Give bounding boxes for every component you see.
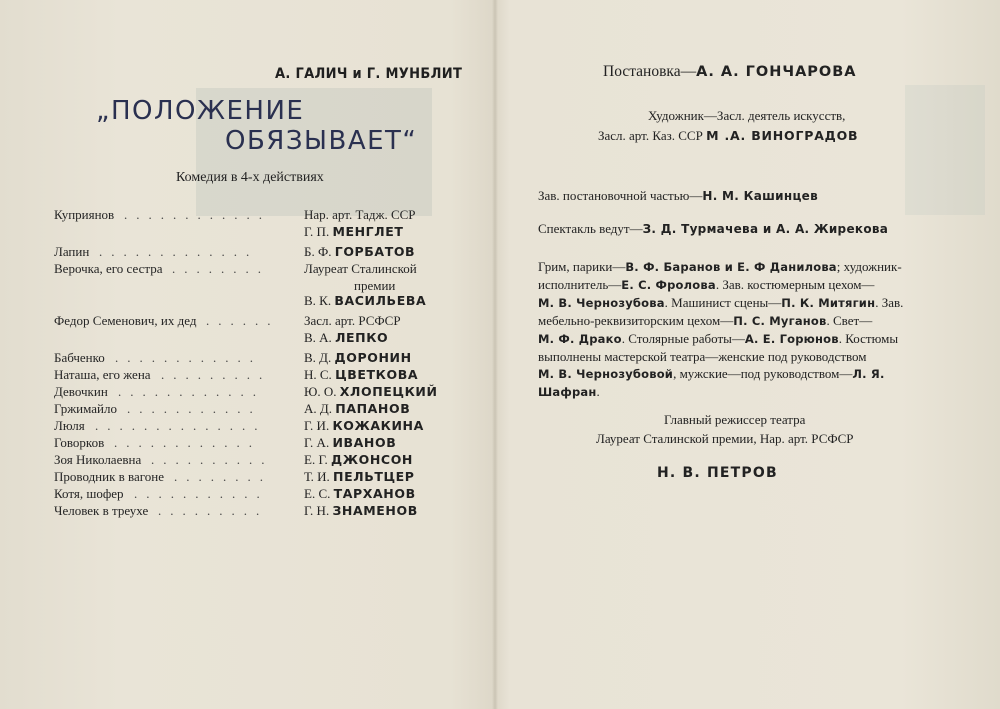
cast-row-cont	[54, 278, 474, 293]
cast-row-actor	[54, 330, 474, 350]
cast-row	[54, 452, 474, 469]
actor-initials: В. К.	[304, 293, 332, 308]
cast-row	[54, 261, 474, 278]
role-name: Куприянов	[54, 207, 115, 222]
crew-name: М. Ф. Драко	[538, 332, 622, 346]
actor	[304, 452, 413, 468]
crew-role-text: , мужские—под руководством—	[673, 366, 853, 381]
credits-line	[538, 258, 958, 276]
crew-name: П. С. Муганов	[733, 314, 827, 328]
cast-row	[54, 384, 474, 401]
role-name: Гржимайло	[54, 401, 117, 416]
cast-row	[54, 469, 474, 486]
cast-row	[54, 244, 474, 261]
actor-initials: В. А.	[304, 330, 332, 345]
actor	[304, 224, 404, 240]
crew-role-text: . Костюмы	[838, 331, 899, 346]
actor-surname: ВАСИЛЬЕВА	[334, 293, 427, 308]
actor-initials: Г. И.	[304, 418, 330, 433]
leader-dots: ............	[124, 207, 271, 222]
role-name: Наташа, его жена	[54, 367, 151, 382]
actor	[304, 244, 415, 260]
actor-title: Нар. арт. Тадж. ССР	[304, 207, 416, 222]
actor-initials: Ю. О.	[304, 384, 337, 399]
actor-surname: МЕНГЛЕТ	[332, 224, 404, 239]
leader-dots: ...........	[127, 401, 262, 416]
role-name: Лапин	[54, 244, 90, 259]
actor-initials: В. Д.	[304, 350, 332, 365]
actor-surname: ГОРБАТОВ	[334, 244, 416, 259]
actor-initials: А. Д.	[304, 401, 333, 416]
artist-name: М .А. ВИНОГРАДОВ	[706, 128, 859, 143]
artist-line2	[598, 128, 858, 144]
actor	[304, 486, 416, 502]
leader-dots: ..............	[95, 418, 267, 433]
production-manager-name: Н. М. Кашинцев	[702, 189, 818, 203]
actor-surname: ДЖОНСОН	[331, 452, 413, 467]
actor-title-cont: премии	[354, 278, 396, 293]
credits-line	[538, 312, 958, 330]
credits-line	[538, 365, 958, 383]
credits-line	[538, 294, 958, 312]
cast-row	[54, 367, 474, 384]
crew-name: А. Е. Горюнов	[744, 332, 839, 346]
crew-credits	[538, 258, 958, 401]
role-name: Верочка, его сестра	[54, 261, 163, 276]
artist-line1: Художник—Засл. деятель искусств,	[648, 108, 846, 123]
play-title-line1: „ПОЛОЖЕНИЕ	[96, 96, 305, 126]
actor	[304, 293, 426, 309]
crew-name: Шафран	[538, 385, 597, 399]
chief-director-name: Н. В. ПЕТРОВ	[657, 465, 778, 481]
chief-director-honors: Лауреат Сталинской премии, Нар. арт. РСФСР	[596, 431, 854, 446]
crew-role-text: .	[596, 384, 600, 399]
crew-name: М. В. Чернозубова	[538, 296, 665, 310]
actor	[304, 418, 424, 434]
crew-role-text: мебельно-реквизиторским цехом—	[538, 313, 734, 328]
actor	[304, 384, 438, 400]
cast-row	[54, 435, 474, 452]
cast-row	[54, 401, 474, 418]
role-name: Федор Семенович, их дед	[54, 313, 197, 328]
crew-role-text: . Машинист сцены—	[664, 295, 782, 310]
cast-row	[54, 503, 474, 520]
actor-initials: Е. С.	[304, 486, 331, 501]
crew-role-text: Грим, парики—	[538, 259, 626, 274]
genre-subtitle: Комедия в 4-х действиях	[176, 170, 324, 185]
role-name: Говорков	[54, 435, 105, 450]
leader-dots: ............	[114, 435, 261, 450]
actor-surname: ДОРОНИН	[334, 350, 412, 365]
stage-managers-label: Спектакль ведут—	[538, 221, 643, 236]
actor-initials: Т. И.	[304, 469, 330, 484]
center-fold	[492, 0, 498, 709]
actor-title: Лауреат Сталинской	[304, 261, 417, 276]
actor-surname: КОЖАКИНА	[332, 418, 424, 433]
cast-row-actor	[54, 293, 474, 313]
stage-managers-names: З. Д. Турмачева и А. А. Жирекова	[642, 222, 889, 236]
cast-row	[54, 350, 474, 367]
actor-surname: ЗНАМЕНОВ	[332, 503, 418, 518]
role-name: Зоя Николаевна	[54, 452, 142, 467]
leader-dots: ........	[174, 469, 272, 484]
role-name: Девочкин	[54, 384, 108, 399]
actor-surname: ХЛОПЕЦКИЙ	[339, 384, 438, 399]
crew-name: В. Ф. Баранов и Е. Ф Данилова	[625, 260, 837, 274]
ink-bleed-stain-right	[905, 85, 985, 215]
cast-row	[54, 313, 474, 330]
leader-dots: ............	[118, 384, 265, 399]
actor-surname: ИВАНОВ	[332, 435, 397, 450]
production-manager	[538, 188, 818, 204]
staging-label: Постановка—	[603, 63, 697, 80]
leader-dots: ............	[115, 350, 262, 365]
role-name: Котя, шофер	[54, 486, 124, 501]
crew-role-text: . Зав. костюмерным цехом—	[715, 277, 875, 292]
authors: А. ГАЛИЧ и Г. МУНБЛИТ	[275, 66, 463, 82]
role-name: Проводник в вагоне	[54, 469, 165, 484]
crew-name: Е. С. Фролова	[621, 278, 716, 292]
actor	[304, 367, 418, 383]
credits-line	[538, 330, 958, 348]
actor-surname: ТАРХАНОВ	[333, 486, 416, 501]
leader-dots: ..........	[151, 452, 274, 467]
leader-dots: ...........	[134, 486, 269, 501]
leader-dots: .............	[99, 244, 259, 259]
artist-title: Засл. арт. Каз. ССР	[598, 128, 707, 143]
crew-name: П. К. Митягин	[781, 296, 876, 310]
actor-initials: Н. С.	[304, 367, 332, 382]
actor	[304, 350, 412, 366]
crew-role-text: . Свет—	[826, 313, 873, 328]
actor-initials: Е. Г.	[304, 452, 328, 467]
staging-credit	[603, 63, 857, 81]
play-title-line2: ОБЯЗЫВАЕТ“	[225, 126, 418, 156]
leader-dots: .........	[161, 367, 272, 382]
crew-role-text: ; художник-	[836, 259, 902, 274]
actor	[304, 469, 415, 485]
crew-role-text: исполнитель—	[538, 277, 622, 292]
crew-role-text: . Столярные работы—	[621, 331, 745, 346]
credits-line	[538, 383, 958, 401]
role-name: Бабченко	[54, 350, 105, 365]
actor-title: Засл. арт. РСФСР	[304, 313, 401, 328]
leader-dots: ......	[206, 313, 280, 328]
crew-role-text: выполнены мастерской театра—женские под руководством	[538, 349, 867, 364]
actor-surname: ПАПАНОВ	[335, 401, 411, 416]
chief-director-title: Главный режиссер театра	[664, 412, 806, 427]
staging-name: А. А. ГОНЧАРОВА	[696, 64, 857, 80]
actor	[304, 435, 396, 451]
credits-line	[538, 348, 958, 365]
production-manager-label: Зав. постановочной частью—	[538, 188, 703, 203]
actor-surname: ПЕЛЬТЦЕР	[333, 469, 415, 484]
crew-name: М. В. Чернозубовой	[538, 367, 674, 381]
cast-row	[54, 207, 474, 224]
cast-row	[54, 418, 474, 435]
cast-row-actor	[54, 224, 474, 244]
actor-surname: ЛЕПКО	[335, 330, 389, 345]
actor-initials: Г. Н.	[304, 503, 330, 518]
role-name: Человек в треухе	[54, 503, 149, 518]
actor	[304, 330, 388, 346]
cast-list	[54, 207, 474, 520]
cast-row	[54, 486, 474, 503]
role-name: Люля	[54, 418, 85, 433]
leader-dots: .........	[158, 503, 269, 518]
actor-surname: ЦВЕТКОВА	[335, 367, 419, 382]
actor-initials: Г. П.	[304, 224, 330, 239]
actor-initials: Б. Ф.	[304, 244, 332, 259]
actor	[304, 401, 410, 417]
leader-dots: ........	[172, 261, 270, 276]
crew-name: Л. Я.	[852, 367, 885, 381]
stage-managers	[538, 221, 888, 237]
crew-role-text: . Зав.	[875, 295, 904, 310]
credits-line	[538, 276, 958, 294]
actor-initials: Г. А.	[304, 435, 330, 450]
actor	[304, 503, 418, 519]
